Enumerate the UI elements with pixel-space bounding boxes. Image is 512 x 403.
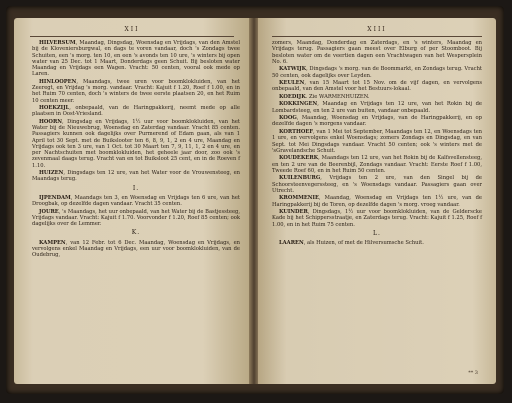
right-column [272,40,482,248]
header-rule-right [272,36,482,37]
signature-mark: ** 3 [468,369,478,376]
entry: KROMMENIE, Maandag, Woensdag en Vrijdags ten 1½ ure, van de Haringpakkerij bij de Toren, op dezelfde dagen 's morg. vroeg vandaar. [272,195,482,208]
entry: HILVERSUM, Maandag, Dingsdag, Woensdag en Vrijdags, van den Amstel bij de Kloveniersburgwal, en dags te voren vandaar, doch 's Zondags twee Schuiten, een 's morg. ten 10, en een 's avonds ten 10 ure, 's winters bij open water van 25 Dec. tot 1 Maart, Donderdags geen Schuit. Bij besloten water Maandag en Vrijdags een Wagen. Vracht: 50 centen, vooral ook mede op Laren. [32,40,240,78]
left-column [32,40,240,260]
header-rule-left [30,36,234,37]
book-spread [6,6,504,394]
entry: KOKKINGEN, Maandag en Vrijdags ten 12 ure, van het Rokin bij de Lombardsteeg, en ten 2 ure van buiten, vandaar onbepaald. [272,101,482,114]
entry: HUIZEN, Dingsdags ten 12 ure, van het Water voor de Vrouwensteeg, en Maandags terug. [32,170,240,183]
entry: HOORN, Dingsdag en Vrijdags, 1½ uur voor boomklokluiden, van het Water bij de Nieuwebrug, Woensdag en Zaterdag vandaar. Vracht 85 centen. Passagiers kunnen ook dagelijks over Purmerend of Edam gaan, als van 1 April tot 30 Sept. met de Buikslooter ten 6, 8, 9, 1, 2 en 4 ure, Maandag en Vrijdags ook ten 3 ure, van 1 Oct. tot 30 Maart ten 7, 9, 11, 1, 2 en 4 ure, en per Nachtschuiten met boomklokluiden, het geheele jaar door, zoo ook 's zevenmaal daags terug. Vracht van en tot Buiksloot 25 cent, en in de Roeven f 1.10. [32,118,240,169]
entry: KAMPEN, van 12 Febr. tot 6 Dec. Maandag, Woensdag en Vrijdags, en vervolgens enkel Maandag en Vrijdags, een uur voor boomklokluiden, van de Oudebrug, [32,239,240,259]
entry: HOEKZIJL, onbepaald, van de Haringpakkerij, neemt mede op alle plaatsen in Oost-Vriesland. [32,105,240,118]
section-letter-i: I. [132,184,140,192]
entry: KOUDEKERK, Maandags ten 12 ure, van het Rokin bij de Kalfsvellensteeg, en ten 2 ure van de Beerenbijl, Zondags vandaar. Vracht: Eerste Roef f 1.00, Tweede Roef 60, en in het Ruim 50 centen. [272,155,482,174]
entry: LAAREN, als Huizen, of met de Hilversumsche Schuit. [279,240,424,247]
right-page [258,18,496,384]
entry: JOURE, 's Maandags, het uur onbepaald, van het Water bij de Bastjessteeg, Vrijdags vandaar. Vracht: Kajuit f 1.70. Voorvonder f 1.20, Roef 85 centen; ook dagelijks over de Lemmer. [32,208,240,228]
entry: HINLOOPEN, Maandags, twee uren voor boomklokluiden, van het Zeeregt, en Vrijdag 's morg. vandaar. Vracht: Kajuit f 1.20, Roef f 1.00, en in het Ruim 70 centen, doch 's winters de twee eerste plaatsen 20, en het Ruim 10 centen meer. [32,78,240,104]
entry: IJPENDAM, Maandags ten 3, en Woensdag en Vrijdags ten 6 ure, van het Droogbak, op dezelfde dagen vandaar. Vracht 35 centen. [32,194,240,208]
entry: KOOG, Maandag, Woensdag en Vrijdags, van de Haringpakkerij, en op dezelfde dagen 's morgens vandaar. [272,115,482,128]
entry: KATWIJK, Dingsdags 's morg. van de Boommarkt, en Zondags terug. Vracht 50 centen, ook dagelijks over Leyden. [272,66,482,79]
section-letter-k: K. [131,229,141,237]
left-page [14,18,250,384]
entry: KEULEN, van 15 Maart tot 15 Nov. om de vijf dagen, en vervolgens onbepaald, van den Amstel voor het Bestuurs-lokaal. [272,80,482,93]
entry: KUILENBURG, Vrijdags ten 2 ure, van den Singel bij de Schoorsteenvegerssteeg, en 's Woensdags vandaar. Passagiers gaan over Utrecht. [272,175,482,194]
entry: KORTHOEF, van 1 Mei tot September, Maandags ten 12, en Woensdags ten 1 ure, en vervolgens enkel Woensdags; zomers Zondags en Dingsdag, en van Sept. tot Mei Dingsdags vandaar. Vracht 50 centen; ook 's winters met de 'sGravelandsche Schuit. [272,129,482,154]
entry: KOEDIJK. Zie WARMENHUIZEN. [279,93,370,100]
continuation-text: zomers, Maandag, Donderdag en Zaterdags, en 's winters, Maandag en Vrijdags terug. Passagiers gaan meest over Elburg of per Stoomboot. Bij besloten water om de veertien dagen een Vrachtwagen van het Wespersplein No. 6. [272,40,482,65]
entry: KUINDER, Dingsdags, 1½ uur voor boomklokluiden, van de Gelderscke Kade bij het Schippersstraatje, en Zaterdags terug. Vracht: Kajuit f 1.25, Roef f 1.00, en in het Ruim 75 centen. [272,209,482,228]
page-header-left: XII [124,26,140,33]
page-header-right: XIII [367,26,387,33]
section-letter-l: L. [373,229,381,237]
